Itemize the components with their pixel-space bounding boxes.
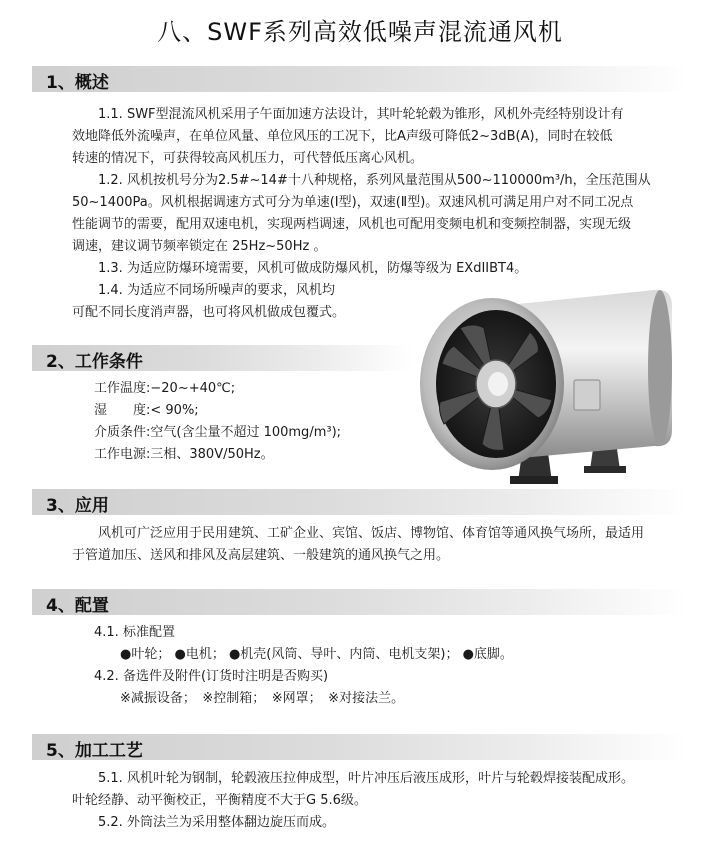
condition-line: 工作温度:−20~+40℃; [94, 381, 236, 396]
page-title: 八、SWF系列高效低噪声混流通风机 [157, 18, 563, 46]
overview-paragraph-2 [72, 170, 702, 258]
section-title: 1、概述 [46, 73, 109, 93]
configuration-list [94, 622, 694, 710]
application-paragraph [72, 523, 712, 567]
text-line: 1.2. 风机按机号分为2.5#~14#十八种规格，系列风量范围从500~110000m³/h，全压范围从 [98, 173, 651, 188]
section-header-application [32, 489, 688, 515]
text-line: 效地降低外流噪声，在单位风量、单位风压的工况下，比A声级可降低2~3dB(A)，同时在较低 [72, 129, 613, 144]
text-line: 5.1. 风机叶轮为钢制，轮毂液压拉伸成型，叶片冲压后液压成形，叶片与轮毂焊接装配成形。 [98, 771, 634, 786]
config-items: ●叶轮； ●电机； ●机壳(风筒、导叶、内筒、电机支架)； ●底脚。 [120, 647, 513, 662]
section-header-configuration [32, 589, 688, 615]
condition-line: 湿 度:< 90%; [94, 403, 199, 418]
processing-paragraph [72, 768, 712, 834]
section-title: 5、加工工艺 [46, 741, 143, 761]
section-header-working-conditions [32, 345, 412, 371]
config-items: ※减振设备； ※控制箱； ※网罩； ※对接法兰。 [120, 691, 405, 706]
text-line: 50~1400Pa。风机根据调速方式可分为单速(Ⅰ型)，双速(Ⅱ型)。双速风机可满足用户对不同工况点 [72, 195, 634, 210]
text-line: 可配不同长度消声器，也可将风机做成包覆式。 [72, 305, 346, 320]
config-heading: 4.2. 备选件及附件(订货时注明是否购买) [94, 669, 329, 684]
working-conditions-list [94, 378, 414, 466]
text-line: 调速，建议调节频率锁定在 25Hz~50Hz 。 [72, 239, 327, 254]
text-line: 1.4. 为适应不同场所噪声的要求，风机均 [98, 283, 335, 298]
text-line: 1.1. SWF型混流风机采用子午面加速方法设计，其叶轮轮毂为锥形，风机外壳经特别设计有 [98, 107, 624, 122]
condition-line: 工作电源:三相、380V/50Hz。 [94, 447, 274, 462]
config-heading: 4.1. 标准配置 [94, 625, 175, 640]
text-line: 5.2. 外筒法兰为采用整体翻边旋压而成。 [98, 815, 335, 830]
section-header-overview [32, 66, 688, 92]
text-line: 叶轮经静、动平衡校正，平衡精度不大于G 5.6级。 [72, 793, 367, 808]
section-title: 4、配置 [46, 596, 109, 616]
section-title: 2、工作条件 [46, 352, 143, 372]
text-line: 性能调节的需要，配用双速电机，实现两档调速，风机也可配用变频电机和变频控制器，实现无级 [72, 217, 632, 232]
text-line: 于管道加压、送风和排风及高层建筑、一般建筑的通风换气之用。 [72, 548, 450, 563]
mixed-flow-fan-photo [414, 288, 676, 493]
section-title: 3、应用 [46, 496, 109, 516]
text-line: 风机可广泛应用于民用建筑、工矿企业、宾馆、饭店、博物馆、体育馆等通风换气场所，最适用 [98, 526, 645, 541]
overview-paragraph-3 [98, 258, 698, 280]
text-line: 转速的情况下，可获得较高风机压力，可代替低压离心风机。 [72, 151, 424, 166]
text-line: 1.3. 为适应防爆环境需要，风机可做成防爆风机，防爆等级为 EXdIIBT4。 [98, 261, 528, 276]
overview-paragraph-1 [72, 104, 702, 170]
overview-paragraph-4 [72, 280, 392, 324]
section-header-processing [32, 734, 688, 760]
condition-line: 介质条件:空气(含尘量不超过 100mg/m³); [94, 425, 342, 440]
